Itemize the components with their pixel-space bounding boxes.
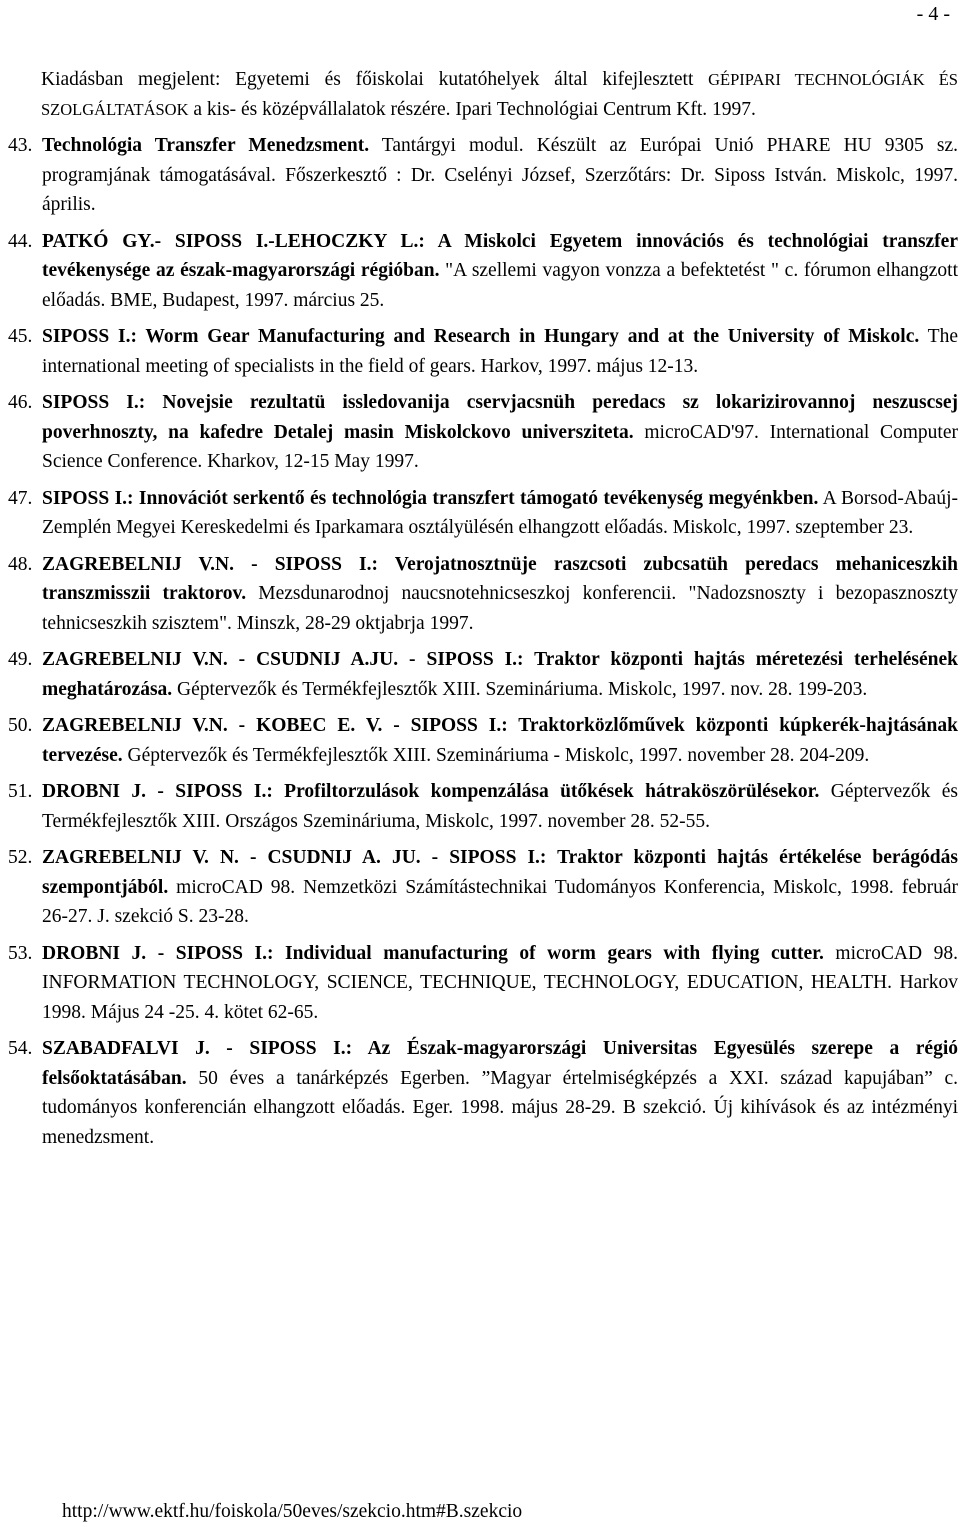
entry-text [42,711,958,770]
reference-entry [8,1034,958,1152]
reference-entry [8,843,958,932]
reference-entry [8,550,958,639]
entry-number: 48. [8,553,33,575]
entry-text [42,777,958,836]
entry-text [42,843,958,932]
entry-title: DROBNI J. - SIPOSS I.: Profiltorzulások kompenzálása ütőkések hátraköszörülésekor. [42,781,820,802]
reference-entry [8,322,958,381]
reference-entry [8,484,958,543]
page-number: - 4 - [916,3,950,25]
entry-text [42,645,958,704]
entry-number: 54. [8,1038,33,1059]
entry-title: ZAGREBELNIJ V.N. - SIPOSS I.: Verojatnosztnüje raszcsoti zubcsatüh peredacs mehaniceszkih transzmisszii traktorov. [42,553,958,604]
entry-number: 45. [8,326,33,347]
entry-details: The international meeting of specialists in the field of gears. Harkov, 1997. május 12-13. [42,326,958,377]
entry-text [42,388,958,477]
reference-entry [8,645,958,704]
entry-number: 47. [8,487,33,509]
reference-entry [8,939,958,1028]
entry-details: 50 éves a tanárképzés Egerben. ”Magyar értelmiségképzés a XXI. század kapujában” c. tudományos konferencián elhangzott előadás. Eger. 1998. május 28-29. B szekció. Új kihívások és az intézményi menedzsment. [42,1067,958,1148]
intro-suffix: a kis- és középvállalatok részére. Ipari Technológiai Centrum Kft. 1997. [188,98,756,120]
entry-details: microCAD 98. INFORMATION TECHNOLOGY, SCIENCE, TECHNIQUE, TECHNOLOGY, EDUCATION, HEALTH. Harkov 1998. Május 24 -25. 4. kötet 62-65. [42,942,959,1023]
reference-entry [8,777,958,836]
source-url[interactable]: http://www.ektf.hu/foiskola/50eves/szekcio.htm#B.szekcio [62,1501,523,1522]
entry-text [42,550,958,639]
entry-title: SIPOSS I.: Worm Gear Manufacturing and Research in Hungary and at the University of Miskolc. [42,326,920,347]
entry-number: 46. [8,392,33,413]
reference-entry [8,131,958,220]
entry-number: 43. [8,135,33,156]
intro-caps: GÉPIPARI TECHNOLÓGIÁK ÉS SZOLGÁLTATÁSOK [41,70,958,119]
intro-paragraph [8,65,958,124]
entry-text [42,484,958,543]
entry-details: Géptervezők és Termékfejlesztők XIII. Szemináriuma. Miskolc, 1997. nov. 28. 199-203. [172,678,868,700]
entry-number: 44. [8,230,33,252]
entry-title: ZAGREBELNIJ V.N. - KOBEC E. V. - SIPOSS I.: Traktorközlőművek központi kúpkerék-hajtásának tervezése. [42,715,958,766]
reference-entry [8,711,958,770]
entry-title: Technológia Transzfer Menedzsment. [42,135,370,156]
entry-text [42,322,958,381]
entry-title: SIPOSS I.: Novejsie rezultatü issledovanija cservjacsnüh peredacs sz lokarizirovannoj neszuscsej poverhnoszty, na kafedre Detalej masin Miskolckovo universziteta. [42,392,958,443]
entry-text [42,939,958,1028]
reference-list [8,65,958,1159]
entry-title: DROBNI J. - SIPOSS I.: Individual manufacturing of worm gears with flying cutter. [42,942,824,964]
entry-text [42,1034,958,1152]
entry-details: A Borsod-Abaúj-Zemplén Megyei Kereskedelmi és Iparkamara osztályülésén elhangzott előadás. Miskolc, 1997. szeptember 23. [42,487,958,538]
entry-title: ZAGREBELNIJ V.N. - CSUDNIJ A.JU. - SIPOSS I.: Traktor központi hajtás méretezési terhelésének meghatározása. [42,649,958,700]
entry-title: SZABADFALVI J. - SIPOSS I.: Az Észak-magyarországi Universitas Egyesülés szerepe a régió felsőoktatásában. [42,1038,958,1089]
entry-title: ZAGREBELNIJ V. N. - CSUDNIJ A. JU. - SIPOSS I.: Traktor központi hajtás értékelése berágódás szempontjából. [42,847,958,898]
entry-number: 53. [8,942,33,964]
entry-details: Géptervezők és Termékfejlesztők XIII. Szemináriuma - Miskolc, 1997. november 28. 204-209. [122,744,870,766]
entry-number: 51. [8,781,33,802]
reference-entry [8,388,958,477]
entry-details: Mezsdunarodnoj naucsnotehnicseszkoj konferencii. "Nadozsnoszty i bezopasznoszty tehnicseszkih szisztem". Minszk, 28-29 oktjabrja 1997. [42,583,958,634]
intro-prefix: Kiadásban megjelent: Egyetemi és főiskolai kutatóhelyek által kifejlesztett [41,69,709,90]
entry-number: 49. [8,649,33,670]
entry-title: PATKÓ GY.- SIPOSS I.-LEHOCZKY L.: A Miskolci Egyetem innovációs és technológiai transzfer tevékenysége az észak-magyarországi régióban. [42,230,958,281]
entry-text [42,131,958,220]
entry-details: microCAD'97. International Computer Science Conference. Kharkov, 12-15 May 1997. [42,421,958,472]
entry-number: 52. [8,847,33,868]
entry-details: "A szellemi vagyon vonzza a befektetést " c. fórumon elhangzott előadás. BME, Budapest, 1997. március 25. [42,260,958,311]
entry-number: 50. [8,715,33,736]
entry-title: SIPOSS I.: Innovációt serkentő és technológia transzfert támogató tevékenység megyénkben. [42,487,819,509]
reference-entry [8,227,958,316]
entry-text [42,227,958,316]
entry-details: Tantárgyi modul. Készült az Európai Unió PHARE HU 9305 sz. programjának támogatásával. Főszerkesztő : Dr. Cselényi József, Szerzőtárs: Dr. Siposs István. Miskolc, 1997. április. [42,135,958,215]
entry-details: Géptervezők és Termékfejlesztők XIII. Országos Szemináriuma, Miskolc, 1997. november 28. 52-55. [42,781,958,832]
entry-details: microCAD 98. Nemzetközi Számítástechnikai Tudományos Konferencia, Miskolc, 1998. február 26-27. J. szekció S. 23-28. [42,876,958,927]
